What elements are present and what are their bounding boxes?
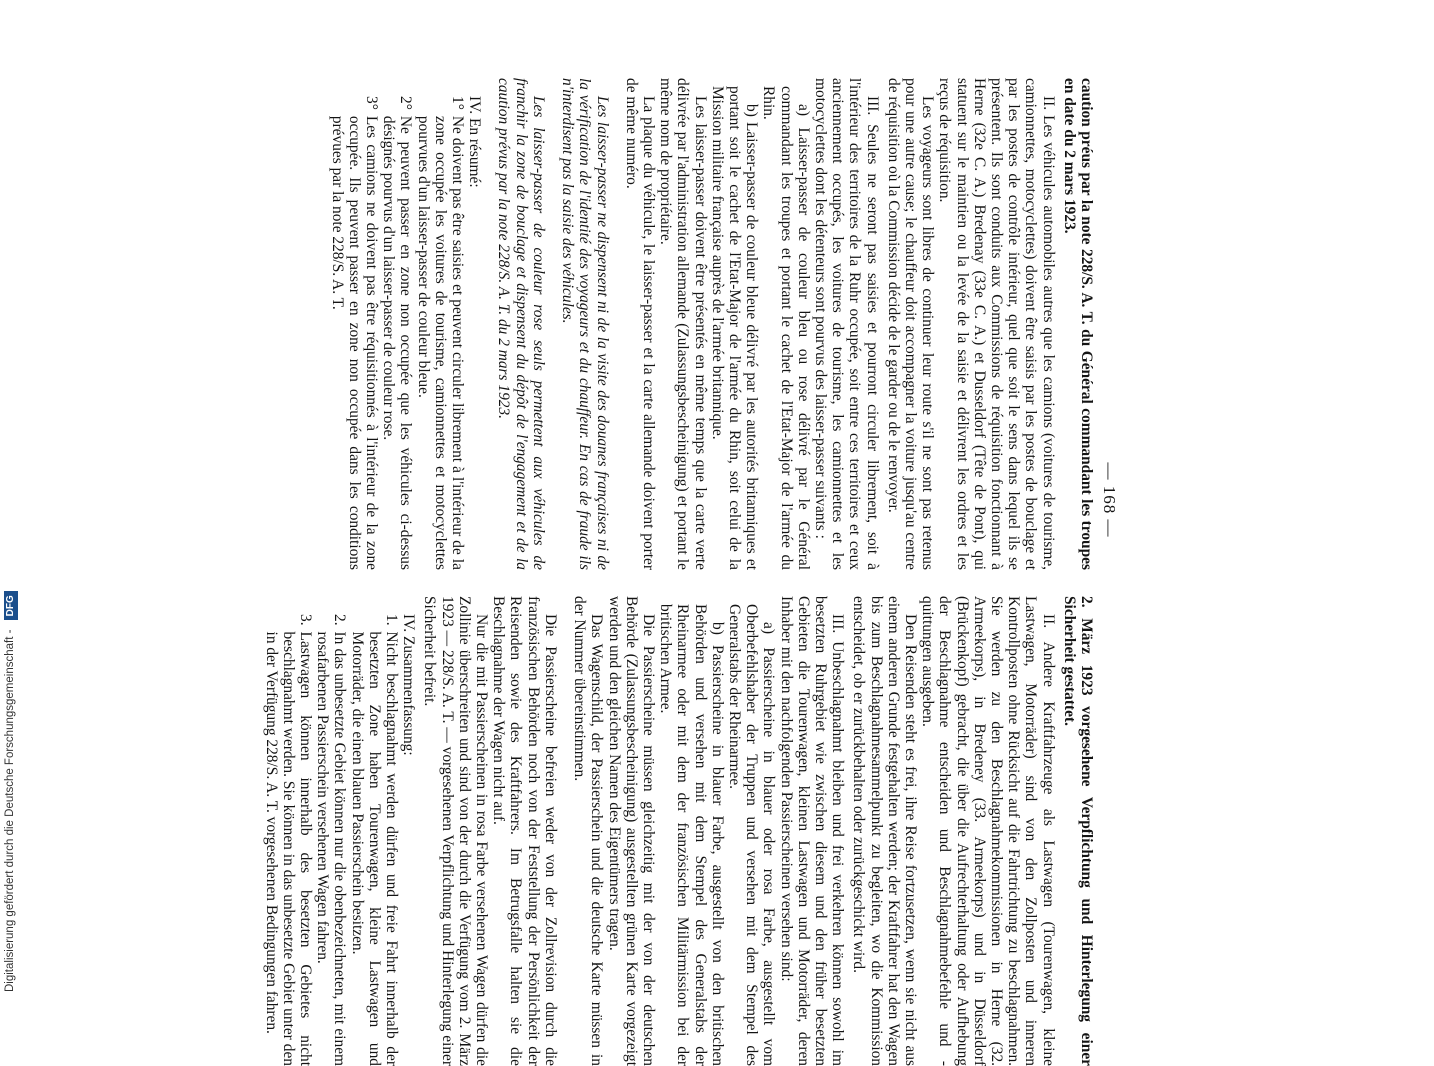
fr-summary-text: Ne doivent pas être saisies et peuvent circuler librement à l'intérieur de la zone occupée les voitures de tourisme, camionnettes et motocyclettes pourvues d'un laisser-passer de couleur bleue. (414, 115, 467, 570)
de-summary-title: IV. Zusammenfassung: (400, 614, 418, 756)
de-summary-number: 2. (331, 614, 349, 626)
fr-paragraph-voyageurs: Les voyageurs sont libres de continuer leur route s'il ne sont pas retenus pour une autre cause; le chauffeur doit accompagner la voiture jusqu'au centre de réquisition où la Commission décide de le garder ou de le renvoyer. (884, 78, 937, 570)
de-paragraph-zollrevision: Die Passierscheine befreien weder von der Zollrevision durch die französischen Behörden noch von der Feststellung der Persönlichkeit der Reisenden sowie des Kraftfahrers. Im Betrugsfalle halten sie die Beschlagnahme der Wagen nicht auf. (490, 596, 559, 1066)
de-summary-number: 1. (383, 614, 401, 626)
de-summary-text: In das unbesetzte Gebiet können nur die obenbezeichneten, mit einem rosafarbenen Passierschein versehenen Wagen fahren. (314, 631, 349, 1066)
de-paragraph-section-2: II. Andere Kraftfahrzeuge als Lastwagen (Tourenwagen, kleine Lastwagen, Motorräder) sind von den Zollposten und inneren Kontrollposten ohne Rücksicht auf die Fahrtrichtung zu beschlagnahmen. Sie werden zu den Beschlagnahmekommissionen in Herne (32. Armeekorps), in Bredeney (33. Armeekorps) und in Düsseldorf (Brückenkopf) gebracht, die über die Aufrechterhaltung oder Aufhebung der Beschlagnahme entscheiden und Beschlagnahmebefehle und -quittungen ausgeben. (919, 596, 1057, 1066)
de-paragraph-vorzeigen: Die Passierscheine müssen gleichzeitig mit der von der deutschen Behörde (Zulassungsbescheinigung) ausgestellten grünen Karte vorgezeigt werden und den gleichen Namen des Eigentümers tragen. (605, 596, 657, 1066)
de-paragraph-verpflichtung: 2. März 1923 vorgesehene Verpflichtung und Hinterlegung einer Sicherheit gestattet. (1060, 596, 1095, 1066)
de-summary-number: 3. (297, 614, 315, 626)
fr-summary-number: 2° (397, 96, 415, 110)
page-number: — 168 — (1100, 462, 1119, 538)
fr-summary-number: 1° (449, 96, 467, 110)
fr-paragraph-caution: caution préus par la note 228/S. A. T. du Général commandant les troupes en date du 2 mars 1923. (1060, 78, 1095, 570)
fr-paragraph-section-3: III. Seules ne seront pas saisies et pourront circuler librement, soit à l'intérieur des territoires de la Ruhr occupée, soit entre ces territoires et ceux anciennement occupés, les voitures de tourisme, les camionnettes et les motocyclettes dont les détenteurs sont pourvus des laisser-passer suivants : (811, 78, 881, 570)
fr-paragraph-visite: Les laisser-passer ne dispensent ni de la visite des douanes françaises ni de la vérification de l'identité des voyageurs et du chauffeur. En cas de fraude ils n'interdisent pas la saisie des véhicules. (559, 78, 611, 570)
digitization-note (4, 0, 18, 992)
fr-summary-item (380, 78, 414, 570)
de-paragraph-3b: b) Passierscheine in blauer Farbe, ausgestellt von den britischen Behörden und versehen mit dem Stempel des Generalstabs der Rheinarmee oder mit dem der französischen Militärmission bei der britischen Armee. (657, 604, 726, 1066)
de-paragraph-rosa: Nur die mit Passierscheinen in rosa Farbe versehenen Wagen dürfen die Zollinie überschreiten und sind von der durch die Verfügung vom 2. März 1923 — 228/S. A. T. — vorgesehenen Verpflichtung und Hinterlegung einer Sicherheit befreit. (421, 596, 491, 1066)
de-summary-text: Lastwagen können innerhalb des besetzten Gebietes nicht beschlagnahmt werden. Sie können in das unbesetzte Gebiet unter den in der Verfügung 228/S. A. T. vorgesehenen Bedingungen fahren. (262, 631, 315, 1066)
de-summary-text: Nicht beschlagnahmt werden dürfen und freie Fahrt innerhalb der besetzten Zone haben Tourenwagen, kleine Lastwagen und Motorräder, die einen blauen Passierschein besitzen. (348, 631, 401, 1066)
fr-paragraph-3b: b) Laisser-passer de couleur bleue délivré par les autorités britanniques et portant soit le cachet de l'Etat-Major de l'armée du Rhin, soit celui de la Mission militaire française auprès de l'armée britannique. (708, 86, 761, 570)
fr-paragraph-rose: Les laisser-passer de couleur rose seuls permettent aux véhicules de franchir la zone de bouclage et dispensent du dépôt de l'engagement et de la caution prévus par la note 228/S. A. T. du 2 mars 1923. (495, 78, 547, 570)
de-summary-item (314, 596, 348, 1066)
german-column (262, 596, 1095, 1066)
dfg-logo: DFG (4, 591, 18, 620)
fr-summary-item (414, 78, 466, 570)
de-summary-item (348, 596, 400, 1066)
fr-summary-text: Ne peuvent passer en zone non occupée que les véhicules ci-dessus désignés pourvus d'un laisser-passer de couleur rose. (380, 115, 415, 570)
fr-paragraph-3a: a) Laisser-passer de couleur bleu ou rose délivré par le Général commandant les troupes et portant le cachet de l'Etat-Major de l'armée du Rhin. (760, 86, 812, 570)
de-paragraph-wagenschild: Das Wagenschild, der Passierschein und die deutsche Karte müssen in der Nummer übereinstimmen. (571, 596, 606, 1066)
french-column (328, 78, 1095, 570)
fr-paragraph-presentation: Les laisser-passer doivent être présentés en même temps que la carte verte délivrée par l'administration allemande (Zulassungsbescheinigung) et portant le même nom de propriétaire. (657, 78, 709, 570)
fr-summary-item (328, 78, 380, 570)
de-paragraph-reisende: Den Reisenden steht es frei, ihre Reise fortzusetzen, wenn sie nicht aus einem anderen Grunde festgehalten werden; der Kraftfahrer hat den Wagen bis zum Beschlagnahmesammelpunkt zu begleiten, wo die Kommission entscheidet, ob er zurückbehalten oder zurückgeschickt wird. (850, 596, 919, 1066)
digitization-text: Digitalisierung gefördert durch die Deutsche Forschungsgemeinschaft - (4, 629, 16, 992)
de-summary-item (262, 596, 314, 1066)
de-paragraph-section-3: III. Unbeschlagnahmt bleiben und frei verkehren können sowohl im besetzten Ruhrgebiet wie zwischen diesem und den früher besetzten Gebieten die Tourenwagen, kleinen Lastwagen und Motorräder, deren Inhaber mit den nachfolgenden Passierscheinen versehen sind: (777, 596, 847, 1066)
de-paragraph-3a: a) Passierscheine in blauer oder rosa Farbe, ausgestellt vom Oberbefehlshaber der Truppen und versehen mit dem Stempel des Generalstabs der Rheinarmee. (725, 604, 778, 1066)
fr-summary-title: IV. En résumé: (466, 96, 484, 188)
fr-paragraph-plaque: La plaque du véhicule, le laisser-passer et la carte allemande doivent porter de même numéro. (622, 78, 657, 570)
fr-summary-text: Les camions ne doivent pas être réquisitionnés à l'intérieur de la zone occupée. Ils peuvent passer en zone non occupée dans les conditions prévues par la note 228/S. A. T. (328, 115, 381, 570)
fr-summary-number: 3° (363, 96, 381, 110)
fr-paragraph-section-2: II. Les véhicules automobiles autres que les camions (voitures de tourisme, camionnettes, motocyclettes) doivent être saisis par les postes de bouclage et par les postes de contrôle intérieur, quel que soit le sens dans lequel ils se présentent. Ils sont conduits aux Commissions de réquisition fonctionnant à Herne (32e C. A.) Bredenay (33e C. A.) et Dusseldorf (Tête de Pont), qui statuent sur le maintien ou la levée de la saisie et délivrent les ordres et les reçus de réquisition. (936, 78, 1057, 570)
